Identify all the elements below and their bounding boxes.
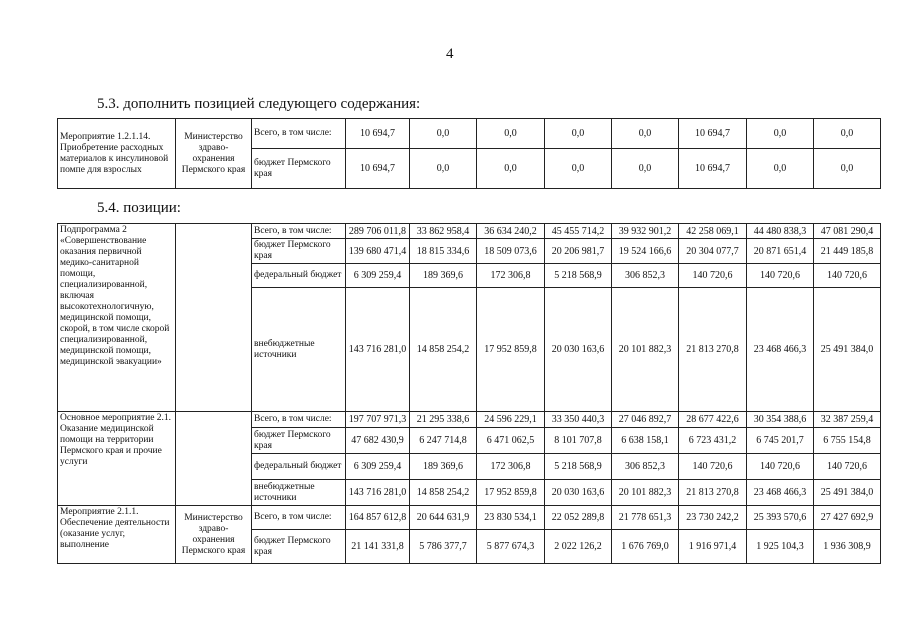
- measure-name: Мероприятие 2.1.1. Обеспечение деятельности (оказание услуг, выполнение: [58, 506, 176, 564]
- value-cell: 20 101 882,3: [612, 288, 679, 412]
- value-cell: 164 857 612,8: [346, 506, 410, 530]
- value-cell: 20 206 981,7: [545, 239, 612, 264]
- value-cell: 24 596 229,1: [477, 412, 545, 428]
- value-cell: 10 694,7: [679, 149, 747, 189]
- value-cell: 25 393 570,6: [747, 506, 814, 530]
- value-cell: 197 707 971,3: [346, 412, 410, 428]
- value-cell: 140 720,6: [679, 454, 747, 480]
- value-cell: 20 304 077,7: [679, 239, 747, 264]
- value-cell: 21 295 338,6: [410, 412, 477, 428]
- table-row: [58, 119, 881, 149]
- table-row: [58, 506, 881, 530]
- value-cell: 289 706 011,8: [346, 224, 410, 239]
- value-cell: 5 218 568,9: [545, 454, 612, 480]
- value-cell: 10 694,7: [346, 149, 410, 189]
- funding-kind: федеральный бюджет: [252, 264, 346, 288]
- funding-kind: внебюджетные источники: [252, 480, 346, 506]
- value-cell: 172 306,8: [477, 264, 545, 288]
- value-cell: 30 354 388,6: [747, 412, 814, 428]
- value-cell: 6 471 062,5: [477, 428, 545, 454]
- value-cell: 1 916 971,4: [679, 530, 747, 564]
- funding-kind: федеральный бюджет: [252, 454, 346, 480]
- value-cell: 44 480 838,3: [747, 224, 814, 239]
- value-cell: 189 369,6: [410, 454, 477, 480]
- value-cell: 6 755 154,8: [814, 428, 881, 454]
- value-cell: 172 306,8: [477, 454, 545, 480]
- funding-kind: Всего, в том числе:: [252, 119, 346, 149]
- value-cell: 0,0: [545, 119, 612, 149]
- value-cell: 1 676 769,0: [612, 530, 679, 564]
- value-cell: 21 141 331,8: [346, 530, 410, 564]
- funding-kind: бюджет Пермского края: [252, 239, 346, 264]
- value-cell: 306 852,3: [612, 264, 679, 288]
- value-cell: 18 509 073,6: [477, 239, 545, 264]
- value-cell: 0,0: [814, 119, 881, 149]
- measure-name: Основное мероприятие 2.1. Оказание медицинской помощи на территории Пермского края и прочие услуги: [58, 412, 176, 506]
- value-cell: 27 046 892,7: [612, 412, 679, 428]
- table-row: [58, 412, 881, 428]
- value-cell: 189 369,6: [410, 264, 477, 288]
- value-cell: 45 455 714,2: [545, 224, 612, 239]
- value-cell: 1 936 308,9: [814, 530, 881, 564]
- value-cell: 20 101 882,3: [612, 480, 679, 506]
- value-cell: 0,0: [747, 119, 814, 149]
- value-cell: 143 716 281,0: [346, 480, 410, 506]
- value-cell: 5 877 674,3: [477, 530, 545, 564]
- value-cell: 0,0: [545, 149, 612, 189]
- table-section-5-4: [57, 223, 881, 564]
- measure-name: Подпрограмма 2 «Совершенствование оказания первичной медико-санитарной помощи, специализированной, включая высокотехнологичную, медицинской помощи, скорой, в том числе скорой специализированной, медицинской помощи, медицинской эвакуации»: [58, 224, 176, 412]
- value-cell: 32 387 259,4: [814, 412, 881, 428]
- value-cell: 22 052 289,8: [545, 506, 612, 530]
- value-cell: 25 491 384,0: [814, 288, 881, 412]
- value-cell: 140 720,6: [814, 454, 881, 480]
- value-cell: 140 720,6: [679, 264, 747, 288]
- executor: Министерство здраво-охранения Пермского края: [176, 119, 252, 189]
- value-cell: 6 309 259,4: [346, 454, 410, 480]
- value-cell: 5 218 568,9: [545, 264, 612, 288]
- value-cell: 14 858 254,2: [410, 480, 477, 506]
- value-cell: 18 815 334,6: [410, 239, 477, 264]
- value-cell: 25 491 384,0: [814, 480, 881, 506]
- table-row: [58, 224, 881, 239]
- value-cell: 47 081 290,4: [814, 224, 881, 239]
- value-cell: 143 716 281,0: [346, 288, 410, 412]
- value-cell: 47 682 430,9: [346, 428, 410, 454]
- funding-kind: Всего, в том числе:: [252, 224, 346, 239]
- value-cell: 0,0: [410, 119, 477, 149]
- funding-kind: внебюджетные источники: [252, 288, 346, 412]
- funding-kind: Всего, в том числе:: [252, 412, 346, 428]
- value-cell: 0,0: [410, 149, 477, 189]
- value-cell: 2 022 126,2: [545, 530, 612, 564]
- page-number: 4: [446, 46, 454, 62]
- value-cell: 28 677 422,6: [679, 412, 747, 428]
- value-cell: 139 680 471,4: [346, 239, 410, 264]
- value-cell: 14 858 254,2: [410, 288, 477, 412]
- value-cell: 23 830 534,1: [477, 506, 545, 530]
- value-cell: 6 723 431,2: [679, 428, 747, 454]
- value-cell: 17 952 859,8: [477, 288, 545, 412]
- value-cell: 0,0: [612, 149, 679, 189]
- value-cell: 23 468 466,3: [747, 288, 814, 412]
- section-5-4-heading: 5.4. позиции:: [97, 200, 181, 216]
- value-cell: 21 813 270,8: [679, 480, 747, 506]
- value-cell: 0,0: [477, 149, 545, 189]
- value-cell: 21 778 651,3: [612, 506, 679, 530]
- value-cell: 0,0: [814, 149, 881, 189]
- value-cell: 23 730 242,2: [679, 506, 747, 530]
- value-cell: 36 634 240,2: [477, 224, 545, 239]
- funding-kind: бюджет Пермского края: [252, 149, 346, 189]
- value-cell: 21 813 270,8: [679, 288, 747, 412]
- value-cell: 6 309 259,4: [346, 264, 410, 288]
- value-cell: 0,0: [477, 119, 545, 149]
- value-cell: 8 101 707,8: [545, 428, 612, 454]
- value-cell: 5 786 377,7: [410, 530, 477, 564]
- value-cell: 20 871 651,4: [747, 239, 814, 264]
- value-cell: 33 862 958,4: [410, 224, 477, 239]
- table-section-5-3: [57, 118, 881, 189]
- value-cell: 10 694,7: [346, 119, 410, 149]
- section-5-3-heading: 5.3. дополнить позицией следующего содержания:: [97, 96, 421, 112]
- value-cell: 306 852,3: [612, 454, 679, 480]
- value-cell: 17 952 859,8: [477, 480, 545, 506]
- funding-kind: бюджет Пермского края: [252, 428, 346, 454]
- executor: Министерство здраво-охранения Пермского края: [176, 506, 252, 564]
- value-cell: 0,0: [612, 119, 679, 149]
- value-cell: 0,0: [747, 149, 814, 189]
- value-cell: 33 350 440,3: [545, 412, 612, 428]
- value-cell: 21 449 185,8: [814, 239, 881, 264]
- value-cell: 10 694,7: [679, 119, 747, 149]
- executor: [176, 412, 252, 506]
- value-cell: 20 030 163,6: [545, 480, 612, 506]
- funding-kind: Всего, в том числе:: [252, 506, 346, 530]
- value-cell: 20 030 163,6: [545, 288, 612, 412]
- executor: [176, 224, 252, 412]
- funding-kind: бюджет Пермского края: [252, 530, 346, 564]
- value-cell: 140 720,6: [747, 264, 814, 288]
- value-cell: 1 925 104,3: [747, 530, 814, 564]
- value-cell: 6 638 158,1: [612, 428, 679, 454]
- value-cell: 27 427 692,9: [814, 506, 881, 530]
- value-cell: 6 247 714,8: [410, 428, 477, 454]
- value-cell: 20 644 631,9: [410, 506, 477, 530]
- value-cell: 6 745 201,7: [747, 428, 814, 454]
- value-cell: 42 258 069,1: [679, 224, 747, 239]
- value-cell: 19 524 166,6: [612, 239, 679, 264]
- value-cell: 140 720,6: [814, 264, 881, 288]
- value-cell: 39 932 901,2: [612, 224, 679, 239]
- value-cell: 23 468 466,3: [747, 480, 814, 506]
- value-cell: 140 720,6: [747, 454, 814, 480]
- measure-name: Мероприятие 1.2.1.14. Приобретение расходных материалов к инсулиновой помпе для взрослых: [58, 119, 176, 189]
